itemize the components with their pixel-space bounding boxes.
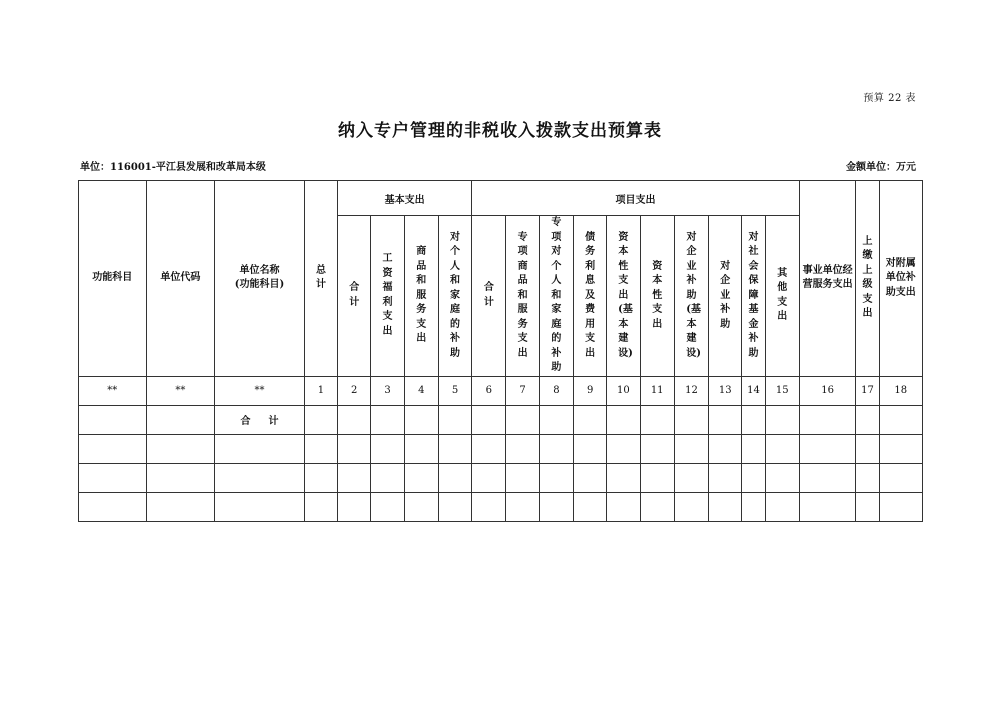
table-cell [640,463,674,492]
col-num-cell: 17 [856,376,879,405]
header-proj-capital: 资本性支出 [640,216,674,377]
table-cell [799,405,855,434]
table-cell [879,434,922,463]
table-cell [640,434,674,463]
table-cell [765,405,799,434]
table-cell [574,405,607,434]
table-cell [539,405,573,434]
header-proj-enterprise: 对企业补助 [709,216,742,377]
header-row-1 [79,181,923,216]
table-cell [404,405,438,434]
table-cell [438,405,471,434]
header-unit-name-line2: (功能科目) [234,279,285,291]
table-cell [79,463,147,492]
table-cell [79,405,147,434]
table-cell [799,463,855,492]
header-proj-debt-interest: 债务利息及费用支出 [574,216,607,377]
table-cell [607,405,640,434]
table-cell [856,492,879,521]
col-num-cell: 4 [404,376,438,405]
col-num-cell: ** [215,376,305,405]
header-proj-special-subsidy: 专项对个人和家庭的补助 [539,216,573,377]
header-func-subject: 功能科目 [79,181,147,377]
table-cell [879,463,922,492]
table-cell [338,492,371,521]
header-proj-special-goods: 专项商品和服务支出 [506,216,539,377]
table-cell [879,405,922,434]
table-cell [709,492,742,521]
col-num-cell: 11 [640,376,674,405]
table-cell [304,434,337,463]
form-number: 预算 22 表 [863,93,916,104]
budget-table [78,180,923,522]
header-basic-subtotal: 合计 [338,216,371,377]
table-cell [607,434,640,463]
table-cell [799,492,855,521]
table-cell [574,434,607,463]
table-cell [574,463,607,492]
header-proj-capital-build: 资本性支出(基本建设) [607,216,640,377]
header-inst-business: 事业单位经营服务支出 [799,181,855,377]
header-proj-subtotal: 合计 [472,216,506,377]
table-cell [674,434,708,463]
table-cell [404,463,438,492]
table-cell [146,463,215,492]
table-cell [79,492,147,521]
table-cell [506,405,539,434]
table-cell [215,492,305,521]
table-cell [371,492,404,521]
table-cell [640,405,674,434]
table-row [79,492,923,521]
col-num-cell: 9 [574,376,607,405]
table-cell [438,434,471,463]
table-cell [304,492,337,521]
table-cell [338,405,371,434]
table-cell [709,434,742,463]
table-cell [506,463,539,492]
table-cell [640,492,674,521]
table-cell [607,492,640,521]
table-cell [215,463,305,492]
header-basic-wage: 工资福利支出 [371,216,404,377]
table-cell [371,434,404,463]
col-num-cell: 6 [472,376,506,405]
table-cell [879,492,922,521]
table-cell [856,434,879,463]
table-cell [574,492,607,521]
table-cell [765,463,799,492]
col-num-cell: 7 [506,376,539,405]
page-title: 纳入专户管理的非税收入拨款支出预算表 [338,121,662,141]
col-num-cell: ** [79,376,147,405]
table-row [79,434,923,463]
col-num-cell: 10 [607,376,640,405]
table-cell [674,492,708,521]
table-cell [765,492,799,521]
total-row [79,405,923,434]
table-cell [506,434,539,463]
table-cell [742,463,765,492]
table-cell [438,492,471,521]
table-cell [304,463,337,492]
header-basic-group: 基本支出 [338,181,472,216]
table-cell [146,405,215,434]
table-cell [709,405,742,434]
total-row-label: 合计 [215,405,305,434]
header-proj-enterprise-build: 对企业补助(基本建设) [674,216,708,377]
header-proj-other: 其他支出 [765,216,799,377]
table-cell [438,463,471,492]
table-cell [472,492,506,521]
col-num-cell: 2 [338,376,371,405]
table-cell [304,405,337,434]
table-cell [146,434,215,463]
header-project-group: 项目支出 [472,181,800,216]
col-num-cell: 18 [879,376,922,405]
col-num-cell: ** [146,376,215,405]
table-cell [472,434,506,463]
header-upper-pay: 上缴上级支出 [856,181,879,377]
table-cell [856,463,879,492]
unit-label: 单位：116001-平江县发展和改革局本级 [80,162,266,173]
col-num-cell: 15 [765,376,799,405]
header-basic-subsidy: 对个人和家庭的补助 [438,216,471,377]
amount-unit-label: 金额单位：万元 [846,162,916,173]
table-cell [607,463,640,492]
table-cell [472,405,506,434]
table-cell [215,434,305,463]
table-cell [742,405,765,434]
table-cell [79,434,147,463]
table-cell [799,434,855,463]
col-num-cell: 8 [539,376,573,405]
table-cell [539,492,573,521]
header-affiliate-subsidy: 对附属单位补助支出 [879,181,922,377]
header-unit-name [215,181,305,377]
col-num-cell: 5 [438,376,471,405]
table-cell [404,434,438,463]
header-total: 总计 [304,181,337,377]
table-cell [371,405,404,434]
table-cell [674,405,708,434]
table-cell [539,434,573,463]
table-cell [404,492,438,521]
col-num-cell: 13 [709,376,742,405]
table-row [79,463,923,492]
header-unit-name-line1: 单位名称 [239,264,280,276]
header-unit-code: 单位代码 [146,181,215,377]
table-cell [742,434,765,463]
col-num-cell: 12 [674,376,708,405]
col-num-cell: 14 [742,376,765,405]
table-cell [709,463,742,492]
table-cell [856,405,879,434]
col-num-cell: 1 [304,376,337,405]
col-num-cell: 3 [371,376,404,405]
table-cell [674,463,708,492]
table-cell [146,492,215,521]
table-cell [338,463,371,492]
header-proj-social-fund: 对社会保障基金补助 [742,216,765,377]
col-num-cell: 16 [799,376,855,405]
table-cell [506,492,539,521]
table-cell [472,463,506,492]
header-basic-goods: 商品和服务支出 [404,216,438,377]
column-number-row [79,376,923,405]
table-cell [539,463,573,492]
table-cell [742,492,765,521]
table-cell [338,434,371,463]
table-cell [765,434,799,463]
table-cell [371,463,404,492]
